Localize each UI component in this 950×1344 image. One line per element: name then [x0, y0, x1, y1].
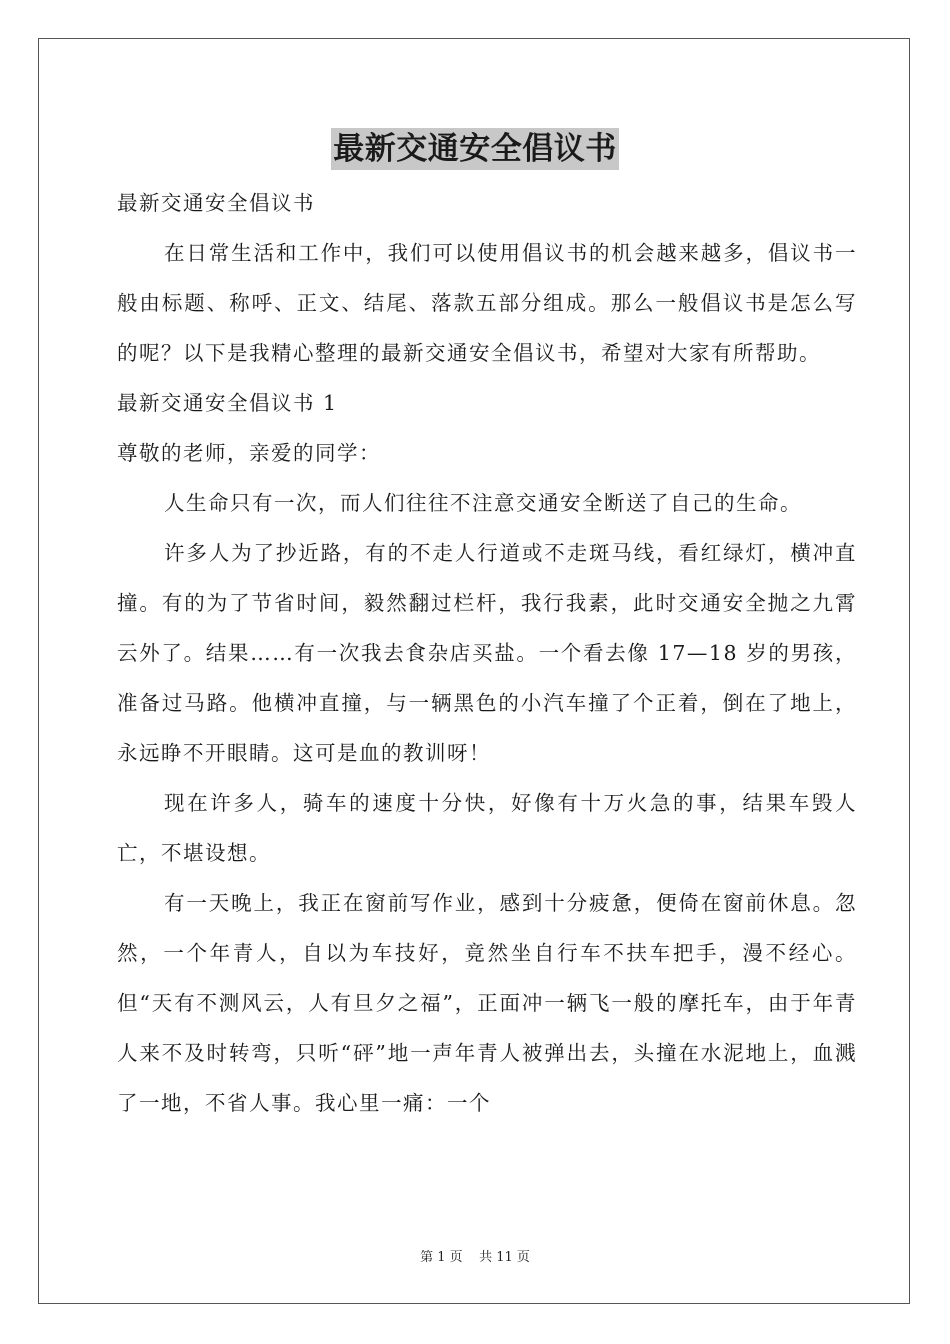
page-footer: 第 1 页 共 11 页: [420, 1250, 530, 1265]
paragraph-section-heading: 最新交通安全倡议书 1: [117, 391, 338, 415]
paragraph-intro: 在日常生活和工作中，我们可以使用倡议书的机会越来越多，倡议书一般由标题、称呼、正文、结尾、落款五部分组成。那么一般倡议书是怎么写的呢？以下是我精心整理的最新交通安全倡议书，希望对大家有所帮助。: [117, 241, 857, 365]
paragraph-salutation: 尊敬的老师，亲爱的同学：: [117, 441, 381, 465]
document-title: 最新交通安全倡议书: [331, 128, 619, 170]
paragraph-body: 有一天晚上，我正在窗前写作业，感到十分疲惫，便倚在窗前休息。忽然，一个年青人，自以为车技好，竟然坐自行车不扶车把手，漫不经心。但“天有不测风云，人有旦夕之福”，正面冲一辆飞一般的摩托车，由于年青人来不及时转弯，只听“砰”地一声年青人被弹出去，头撞在水泥地上，血溅了一地，不省人事。我心里一痛：一个: [117, 891, 857, 1115]
paragraph-body: 许多人为了抄近路，有的不走人行道或不走斑马线，看红绿灯，横冲直撞。有的为了节省时间，毅然翻过栏杆，我行我素，此时交通安全抛之九霄云外了。结果……有一次我去食杂店买盐。一个看去像 17—18 岁的男孩，准备过马路。他横冲直撞，与一辆黑色的小汽车撞了个正着，倒在了地上，永远睁不开眼睛。这可是血的教训呀！: [117, 541, 857, 765]
document-body: [117, 178, 857, 1128]
paragraph-body: 现在许多人，骑车的速度十分快，好像有十万火急的事，结果车毁人亡，不堪设想。: [117, 791, 857, 865]
title-container: [0, 128, 950, 170]
paragraph-subtitle: 最新交通安全倡议书: [117, 191, 315, 215]
paragraph-body: 人生命只有一次，而人们往往不注意交通安全断送了自己的生命。: [164, 491, 802, 515]
